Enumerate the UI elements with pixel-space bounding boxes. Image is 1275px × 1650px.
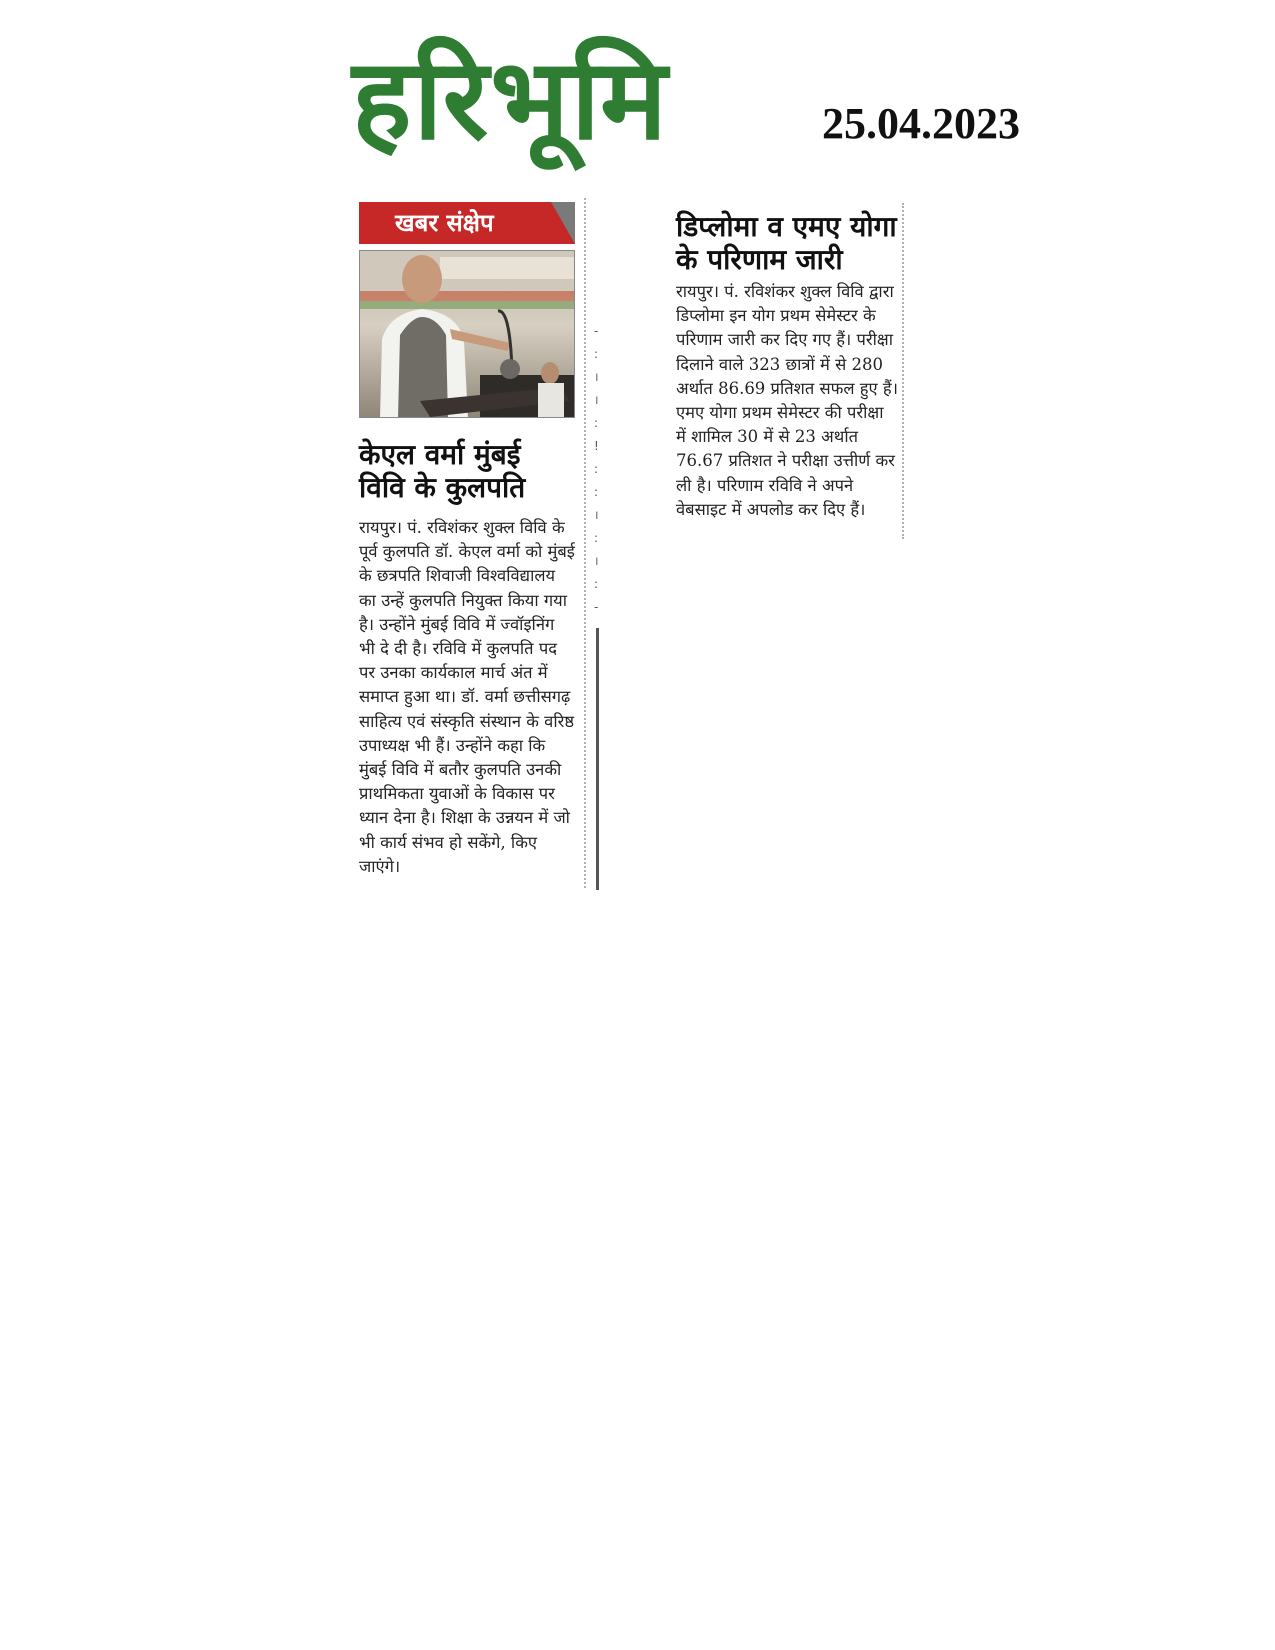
results-headline-line1: डिप्लोमा व एमए योगा xyxy=(676,210,897,243)
news-brief-column xyxy=(359,202,575,879)
column-divider-dotted xyxy=(584,198,586,888)
brief-headline-line2: विवि के कुलपति xyxy=(359,471,526,504)
results-headline xyxy=(676,210,898,276)
news-photo xyxy=(359,250,575,418)
brief-headline-line1: केएल वर्मा मुंबई xyxy=(359,438,521,471)
adjacent-column-fragment: - : । । : ! : : । : । : - xyxy=(594,324,599,614)
results-headline-line2: के परिणाम जारी xyxy=(676,243,843,276)
brief-body: रायपुर। पं. रविशंकर शुक्ल विवि के पूर्व कुलपति डॉ. केएल वर्मा को मुंबई के छत्रपति शिवाजी विश्वविद्यालय का उन्हें कुलपति नियुक्त किया गया है। उन्होंने मुंबई विवि में ज्वॉइनिंग भी दे दी है। रविवि में कुलपति पद पर उनका कार्यकाल मार्च अंत में समाप्त हुआ था। डॉ. वर्मा छत्तीसगढ़ साहित्य एवं संस्कृति संस्थान के वरिष्ठ उपाध्यक्ष भी हैं। उन्होंने कहा कि मुंबई विवि में बतौर कुलपति उनकी प्राथमिकता युवाओं के विकास पर ध्यान देना है। शिक्षा के उन्नयन में जो भी कार्य संभव हो सकेंगे, किए जाएंगे। xyxy=(359,518,575,876)
right-column-divider xyxy=(902,203,904,539)
brief-headline xyxy=(359,438,575,504)
results-column xyxy=(676,210,898,522)
section-kicker: खबर संक्षेप xyxy=(359,202,575,244)
publication-date: 25.04.2023 xyxy=(822,99,1020,148)
results-body: रायपुर। पं. रविशंकर शुक्ल विवि द्वारा डिप्लोमा इन योग प्रथम सेमेस्टर के परिणाम जारी कर दिए गए हैं। परीक्षा दिलाने वाले 323 छात्रों में से 280 अर्थात 86.69 प्रतिशत सफल हुए हैं। एमए योगा प्रथम सेमेस्टर की परीक्षा में शामिल 30 में से 23 अर्थात 76.67 प्रतिशत ने परीक्षा उत्तीर्ण कर ली है। परिणाम रविवि ने अपने वेबसाइट में अपलोड कर दिए हैं। xyxy=(676,282,898,519)
column-divider-solid xyxy=(596,628,599,890)
masthead-logo: हरिभूमि xyxy=(352,35,670,165)
